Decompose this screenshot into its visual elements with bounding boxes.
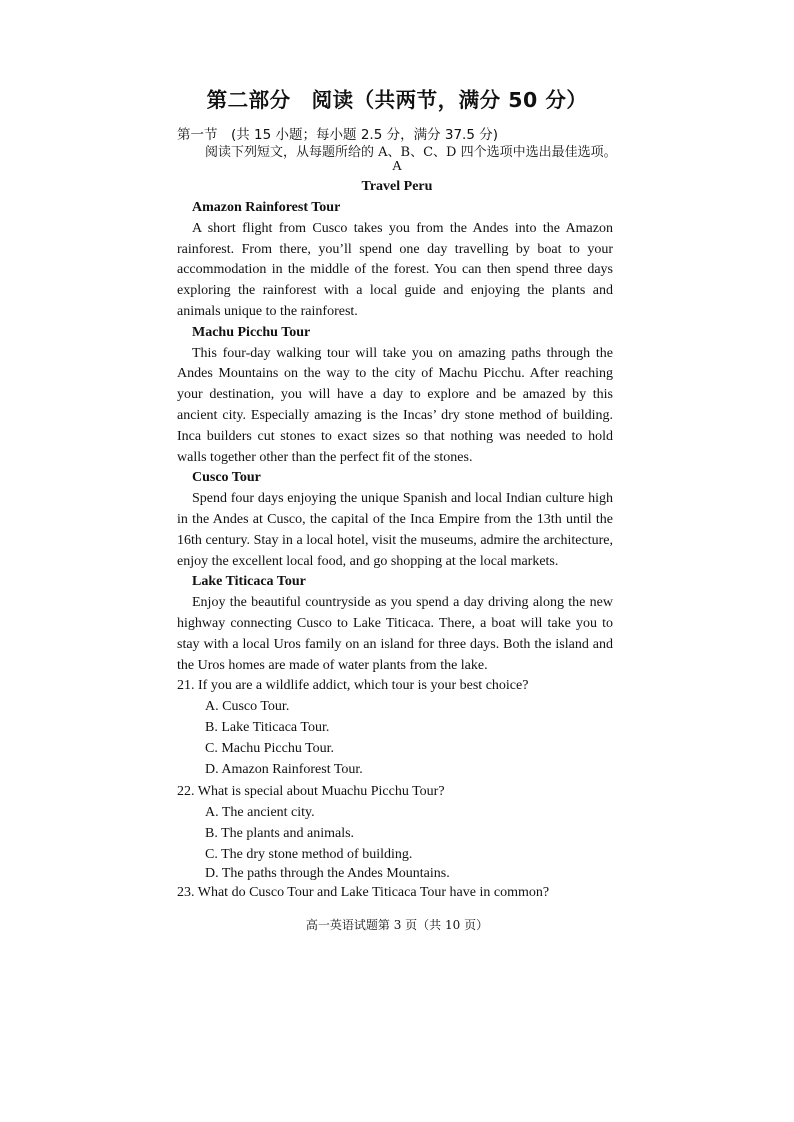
answer-option: C. Machu Picchu Tour. bbox=[205, 741, 335, 756]
question-stem: 22. What is special about Muachu Picchu Tour? bbox=[177, 784, 445, 799]
tour-heading: Lake Titicaca Tour bbox=[192, 574, 306, 590]
answer-option: B. Lake Titicaca Tour. bbox=[205, 720, 330, 735]
passage-title: Travel Peru bbox=[361, 179, 433, 194]
tour-heading: Cusco Tour bbox=[192, 470, 261, 486]
answer-option: B. The plants and animals. bbox=[205, 826, 355, 841]
page-footer: 高一英语试题第 3 页（共 10 页） bbox=[305, 918, 489, 932]
answer-option: A. Cusco Tour. bbox=[205, 699, 290, 714]
answer-option: D. Amazon Rainforest Tour. bbox=[205, 762, 363, 777]
question-stem: 21. If you are a wildlife addict, which tour is your best choice? bbox=[177, 678, 529, 693]
tour-paragraph: Spend four days enjoying the unique Spanish and local Indian culture high in the Andes at Cusco, the capital of the Inca Empire from the 13th until the 16th century. Stay in a local hotel, visit the museums, admire the architecture, enjoy the excellent local food, and go shopping at the local markets. bbox=[177, 491, 613, 569]
part-title: 第二部分 阅读（共两节，满分 50 分） bbox=[206, 88, 588, 112]
passage-letter: A bbox=[391, 159, 403, 174]
answer-option: D. The paths through the Andes Mountains. bbox=[205, 866, 450, 881]
tour-paragraph: This four-day walking tour will take you on amazing paths through the Andes Mountains on the way to the city of Machu Picchu. After reaching your destination, you will have a day to explore and be amazed by this ancient city. Especially amazing is the Incas’ dry stone method of building. Inca builders cut stones to exact sizes so that nothing was needed to hold walls together other than the perfect fit of the stones. bbox=[177, 345, 613, 465]
tour-paragraph: A short flight from Cusco takes you from the Andes into the Amazon rainforest. From there, you’ll spend one day travelling by boat to your accommodation in the middle of the forest. You can then spend three days exploring the rainforest with a local guide and enjoying the plants and animals unique to the rainforest. bbox=[177, 220, 613, 319]
answer-option: A. The ancient city. bbox=[205, 805, 315, 820]
answer-option: C. The dry stone method of building. bbox=[205, 847, 413, 862]
question-stem: 23. What do Cusco Tour and Lake Titicaca Tour have in common? bbox=[177, 885, 550, 900]
tour-heading: Machu Picchu Tour bbox=[192, 324, 311, 340]
instruction: 阅读下列短文，从每题所给的 A、B、C、D 四个选项中选出最佳选项。 bbox=[205, 145, 617, 160]
section-heading: 第一节 (共 15 小题；每小题 2.5 分，满分 37.5 分) bbox=[177, 127, 498, 143]
passage-body bbox=[177, 198, 613, 676]
tour-heading: Amazon Rainforest Tour bbox=[192, 200, 341, 215]
tour-paragraph: Enjoy the beautiful countryside as you spend a day driving along the new highway connecting Cusco to Lake Titicaca. There, a boat will take you to stay with a local Uros family on an island for three days. Both the island and the Uros homes are made of water plants from the lake. bbox=[177, 595, 613, 673]
